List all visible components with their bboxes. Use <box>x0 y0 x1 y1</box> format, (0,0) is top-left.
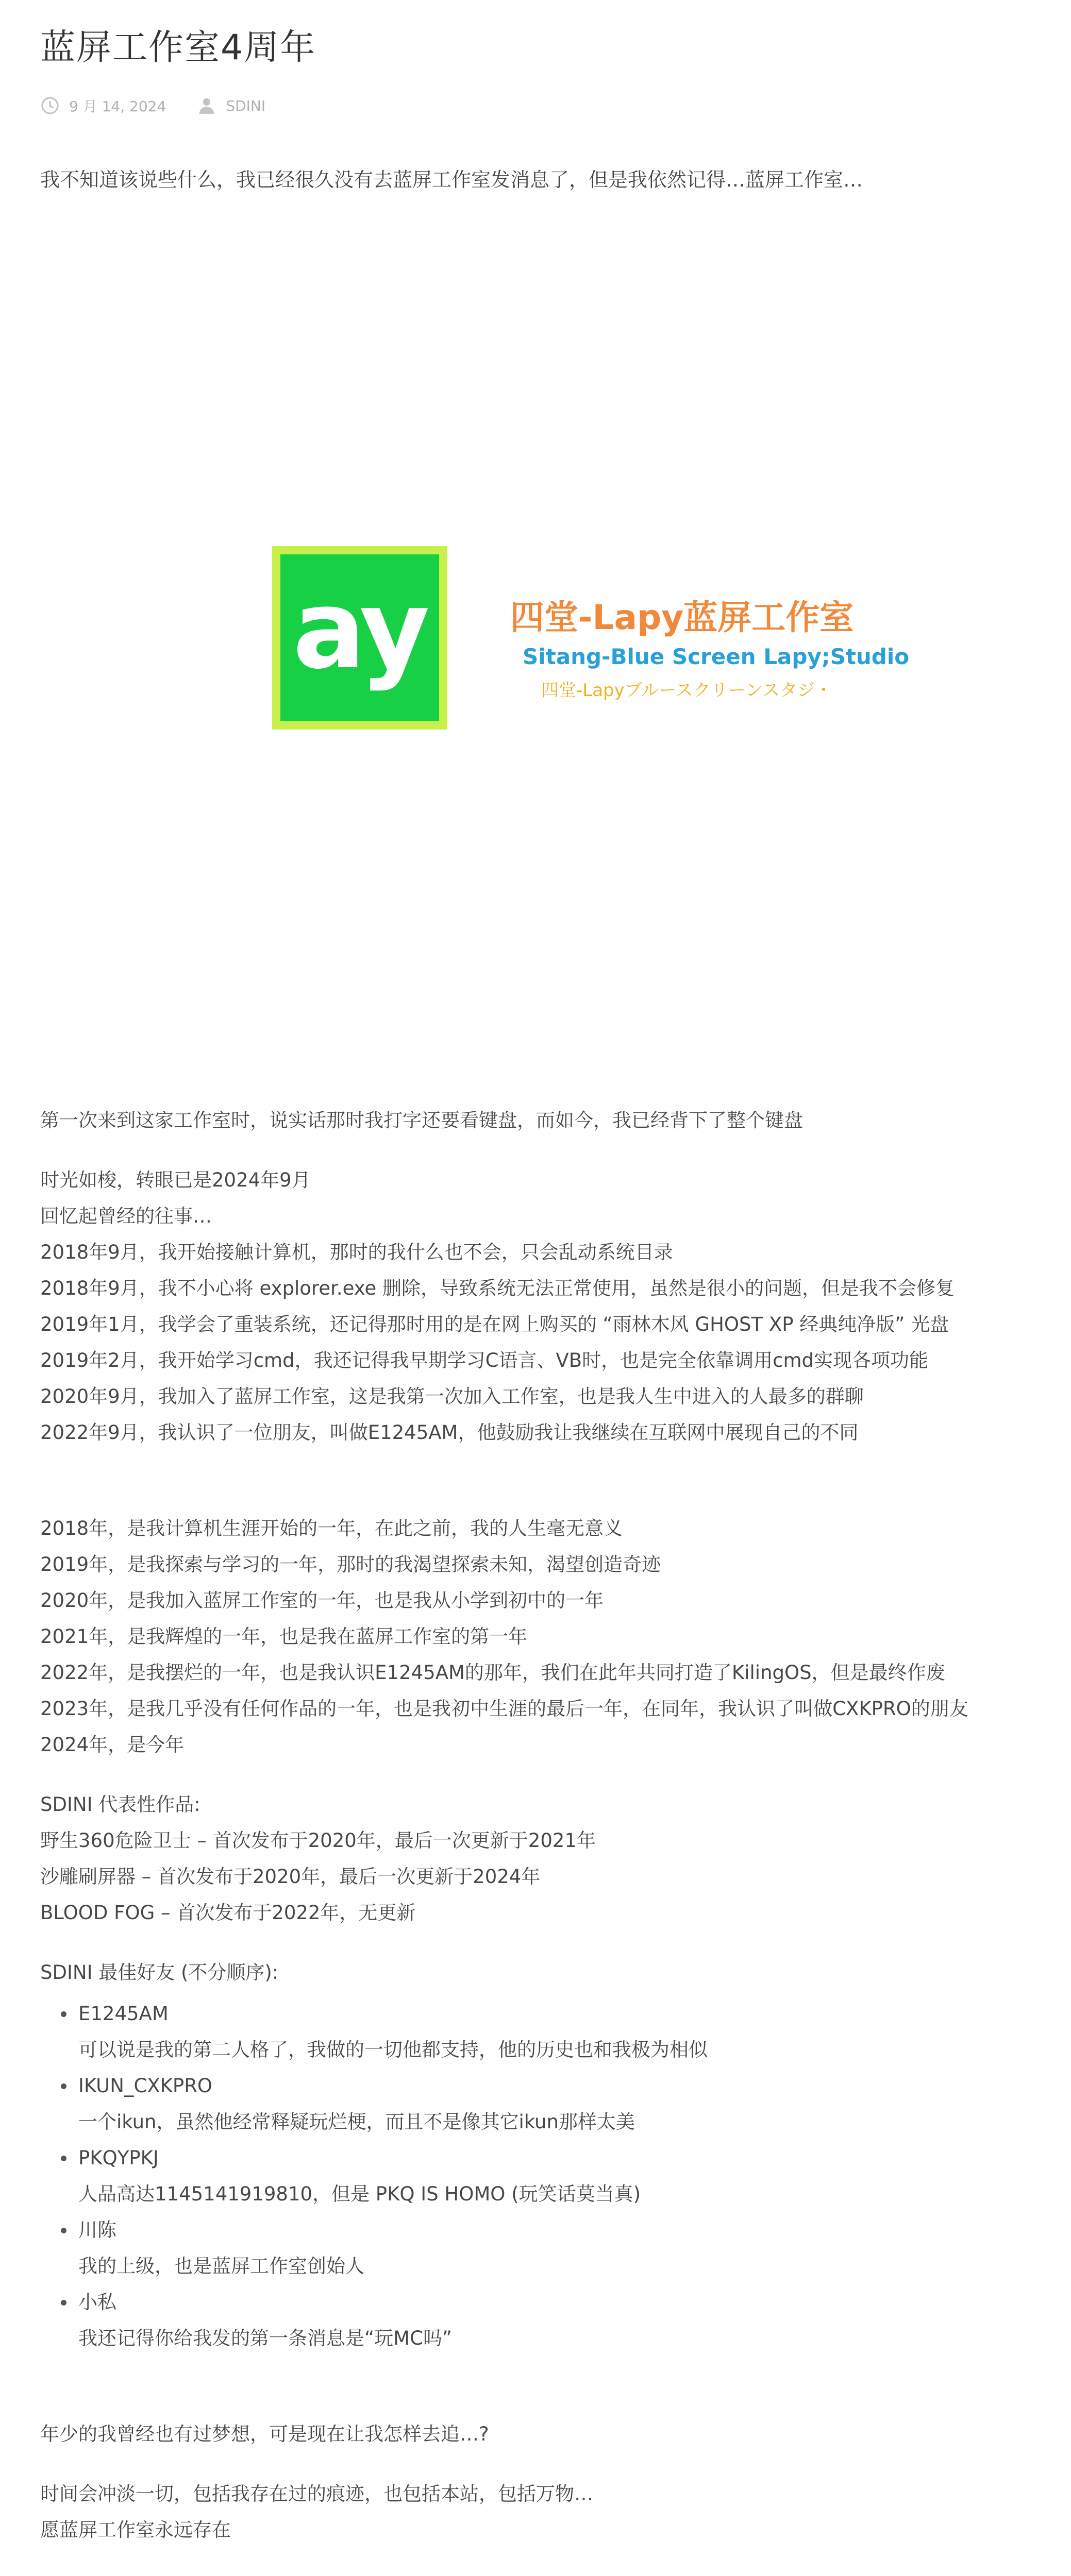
friends-list <box>40 1996 1035 2357</box>
friend-name: IKUN_CXKPRO <box>78 2075 213 2097</box>
work-item: BLOOD FOG – 首次发布于2022年，无更新 <box>40 1902 416 1924</box>
friend-item <box>40 2284 1035 2357</box>
post-author[interactable] <box>197 96 265 115</box>
friend-name: PKQYPKJ <box>78 2147 159 2169</box>
works-title: SDINI 代表性作品: <box>40 1793 200 1816</box>
post-date <box>40 95 166 116</box>
friend-item <box>40 2140 1035 2212</box>
friend-desc: 我还记得你给我发的第一条消息是“玩MC吗” <box>78 2327 453 2349</box>
closing-line: 愿蓝屏工作室永远存在 <box>40 2519 231 2541</box>
timeline-line: 2018年9月，我不小心将 explorer.exe 删除，导致系统无法正常使用，虽然是很小的问题，但是我不会修复 <box>40 1277 955 1299</box>
post-date-text: 9 月 14, 2024 <box>69 98 166 115</box>
brand-japanese: 四堂-Lapyブルースクリーンスタジ・ <box>541 680 832 701</box>
motto-line <box>40 2572 1035 2576</box>
year-line: 2021年，是我辉煌的一年，也是我在蓝屏工作室的第一年 <box>40 1625 528 1648</box>
dream-line: 年少的我曾经也有过梦想，可是现在让我怎样去追…? <box>40 2423 489 2445</box>
year-line: 2023年，是我几乎没有任何作品的一年，也是我初中生涯的最后一年，在同年，我认识了叫做CXKPRO的朋友 <box>40 1698 968 1720</box>
friend-name: 川陈 <box>78 2219 116 2241</box>
friend-item <box>40 2068 1035 2140</box>
brand-name: 四堂-Lapy蓝屏工作室 <box>510 598 854 637</box>
user-icon <box>197 96 216 115</box>
year-line: 2020年，是我加入蓝屏工作室的一年，也是我从小学到初中的一年 <box>40 1589 604 1612</box>
post-title: 蓝屏工作室4周年 <box>40 27 316 68</box>
post-meta <box>40 93 296 118</box>
timeline-line: 2022年9月，我认识了一位朋友，叫做E1245AM，他鼓励我让我继续在互联网中展现自己的不同 <box>40 1421 859 1444</box>
clock-icon <box>40 96 60 115</box>
friend-item <box>40 2212 1035 2284</box>
work-item: 野生360危险卫士 – 首次发布于2020年，最后一次更新于2021年 <box>40 1829 596 1852</box>
friends-title: SDINI 最佳好友 (不分顺序): <box>40 1961 279 1984</box>
closing-line: 时间会冲淡一切，包括我存在过的痕迹，也包括本站，包括万物… <box>40 2483 593 2505</box>
year-line: 2019年，是我探索与学习的一年，那时的我渴望探索未知，渴望创造奇迹 <box>40 1553 661 1575</box>
friend-name: 小私 <box>78 2291 116 2313</box>
post-author-name: SDINI <box>226 97 266 114</box>
year-line: 2024年，是今年 <box>40 1734 185 1756</box>
timeline-intro-line: 回忆起曾经的往事… <box>40 1205 212 1227</box>
year-line: 2022年，是我摆烂的一年，也是我认识E1245AM的那年，我们在此年共同打造了KilingOS，但是最终作废 <box>40 1662 945 1684</box>
first-line: 第一次来到这家工作室时，说实话那时我打字还要看键盘，而如今，我已经背下了整个键盘 <box>40 1109 803 1131</box>
friend-name: E1245AM <box>78 2003 169 2025</box>
post-body <box>40 1103 1035 2576</box>
friend-desc: 一个ikun，虽然他经常释疑玩烂梗，而且不是像其它ikun那样太美 <box>78 2111 635 2133</box>
timeline-line: 2019年1月，我学会了重装系统，还记得那时用的是在网上购买的 “雨林木风 GHOST XP 经典纯净版” 光盘 <box>40 1313 949 1335</box>
timeline-line: 2020年9月，我加入了蓝屏工作室，这是我第一次加入工作室，也是我人生中进入的人最多的群聊 <box>40 1385 864 1408</box>
post-excerpt: 我不知道该说些什么，我已经很久没有去蓝屏工作室发消息了，但是我依然记得…蓝屏工作室… <box>40 168 863 191</box>
friend-desc: 可以说是我的第二人格了，我做的一切他都支持，他的历史也和我极为相似 <box>78 2039 708 2061</box>
timeline-intro-line: 时光如梭，转眼已是2024年9月 <box>40 1169 311 1191</box>
timeline-line: 2018年9月，我开始接触计算机，那时的我什么也不会，只会乱动系统目录 <box>40 1241 673 1263</box>
studio-logo <box>272 546 447 730</box>
friend-item <box>40 1996 1035 2068</box>
timeline-line: 2019年2月，我开始学习cmd，我还记得我早期学习C语言、VB时，也是完全依靠调用cmd实现各项功能 <box>40 1349 928 1371</box>
work-item: 沙雕刷屏器 – 首次发布于2020年，最后一次更新于2024年 <box>40 1866 541 1888</box>
friend-desc: 我的上级，也是蓝屏工作室创始人 <box>78 2255 364 2277</box>
studio-logo-text: ay <box>292 567 427 693</box>
friend-desc: 人品高达1145141919810，但是 PKQ IS HOMO (玩笑话莫当真) <box>78 2183 641 2205</box>
studio-banner-image <box>232 541 910 737</box>
year-line: 2018年，是我计算机生涯开始的一年，在此之前，我的人生毫无意义 <box>40 1517 623 1539</box>
brand-english: Sitang-Blue Screen Lapy;Studio <box>523 644 910 669</box>
